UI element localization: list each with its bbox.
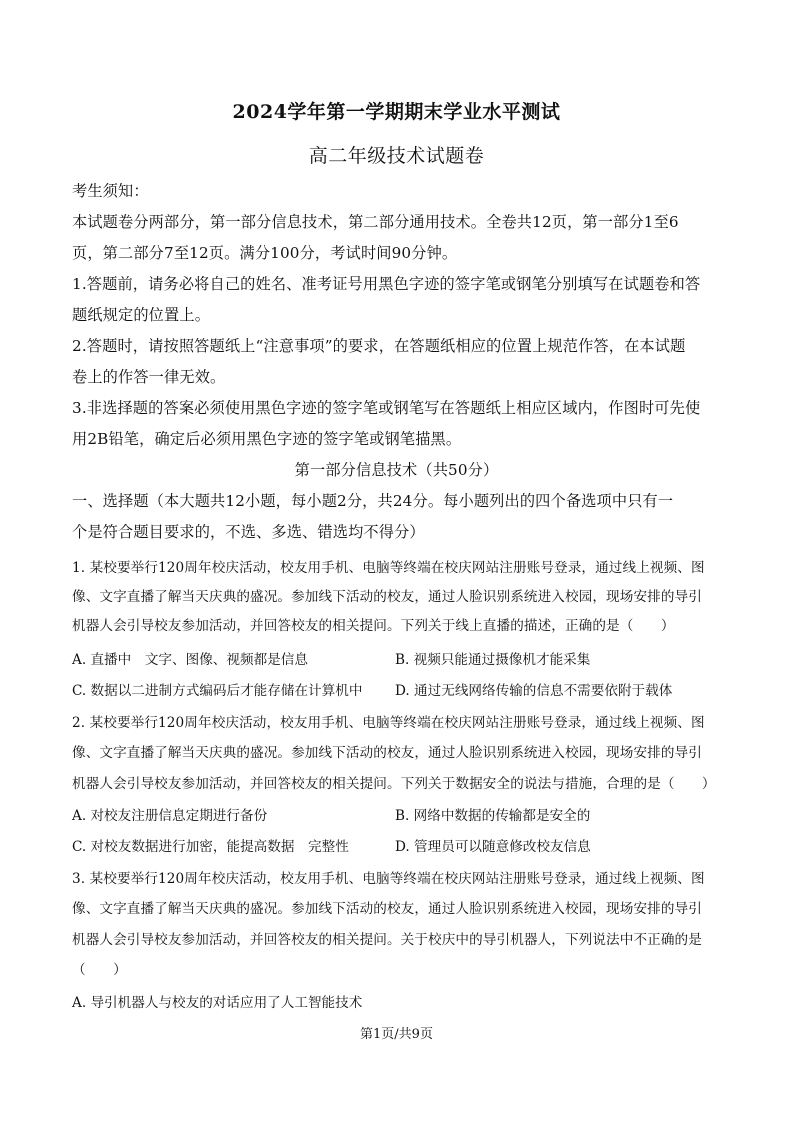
notice-line: 题纸规定的位置上。 — [72, 306, 211, 324]
section-instruction: 个是符合题目要求的，不选、多选、错选均不得分） — [72, 523, 425, 541]
notice-line: 本试题卷分两部分，第一部分信息技术，第二部分通用技术。全卷共12页，第一部分1至6 — [72, 213, 679, 231]
notice-line: 2.答题时，请按照答题纸上“注意事项”的要求，在答题纸相应的位置上规范作答，在本试题 — [72, 337, 686, 355]
question-2-option-a: A. 对校友注册信息定期进行备份 — [72, 808, 268, 824]
notice-line: 页，第二部分7至12页。满分100分，考试时间90分钟。 — [72, 244, 458, 262]
question-3-stem: 3. 某校要举行120周年校庆活动，校友用手机、电脑等终端在校庆网站注册账号登录，通过线上视频、图 — [72, 871, 705, 887]
notice-line: 用2B铅笔，确定后必须用黑色字迹的签字笔或钢笔描黑。 — [72, 430, 462, 448]
question-2-stem: 2. 某校要举行120周年校庆活动，校友用手机、电脑等终端在校庆网站注册账号登录，通过线上视频、图 — [72, 715, 705, 731]
notice-heading: 考生须知： — [72, 182, 149, 200]
question-1-option-d: D. 通过无线网络传输的信息不需要依附于载体 — [395, 683, 673, 699]
page-number: 第1页/共9页 — [360, 1027, 433, 1042]
section-title: 第一部分信息技术（共50分） — [294, 461, 499, 479]
notice-line: 1.答题前，请务必将自己的姓名、准考证号用黑色字迹的签字笔或钢笔分别填写在试题卷和答 — [72, 275, 701, 293]
question-1-option-b: B. 视频只能通过摄像机才能采集 — [395, 652, 591, 668]
question-1-stem: 1. 某校要举行120周年校庆活动，校友用手机、电脑等终端在校庆网站注册账号登录，通过线上视频、图 — [72, 560, 705, 576]
question-1-option-a: A. 直播中 文字、图像、视频都是信息 — [72, 652, 308, 668]
question-3-stem: 像、文字直播了解当天庆典的盛况。参加线下活动的校友，通过人脸识别系统进入校园，现场安排的导引 — [72, 901, 702, 917]
question-1-stem: 像、文字直播了解当天庆典的盛况。参加线下活动的校友，通过人脸识别系统进入校园，现场安排的导引 — [72, 589, 702, 605]
exam-subtitle: 高二年级技术试题卷 — [308, 145, 485, 167]
question-1-option-c: C. 数据以二进制方式编码后才能存储在计算机中 — [72, 683, 363, 699]
exam-title: 2024学年第一学期期末学业水平测试 — [232, 101, 561, 123]
question-2-option-c: C. 对校友数据进行加密，能提高数据 完整性 — [72, 839, 349, 855]
question-2-option-d: D. 管理员可以随意修改校友信息 — [395, 839, 591, 855]
question-1-stem: 机器人会引导校友参加活动，并回答校友的相关提问。下列关于线上直播的描述，正确的是（ ） — [72, 618, 675, 634]
section-instruction: 一、选择题（本大题共12小题，每小题2分，共24分。每小题列出的四个备选项中只有一 — [72, 492, 674, 510]
notice-line: 卷上的作答一律无效。 — [72, 368, 226, 386]
question-3-stem: 机器人会引导校友参加活动，并回答校友的相关提问。关于校庆中的导引机器人，下列说法中不正确的是 — [72, 932, 702, 948]
question-2-option-b: B. 网络中数据的传输都是安全的 — [395, 808, 591, 824]
question-2-stem: 像、文字直播了解当天庆典的盛况。参加线下活动的校友，通过人脸识别系统进入校园，现场安排的导引 — [72, 745, 702, 761]
notice-line: 3.非选择题的答案必须使用黑色字迹的签字笔或钢笔写在答题纸上相应区域内，作图时可先使 — [72, 399, 701, 417]
question-3-stem: （ ） — [72, 962, 127, 978]
question-3-option-a: A. 导引机器人与校友的对话应用了人工智能技术 — [72, 995, 363, 1011]
question-2-stem: 机器人会引导校友参加活动，并回答校友的相关提问。下列关于数据安全的说法与措施，合理的是（ ） — [72, 776, 716, 792]
